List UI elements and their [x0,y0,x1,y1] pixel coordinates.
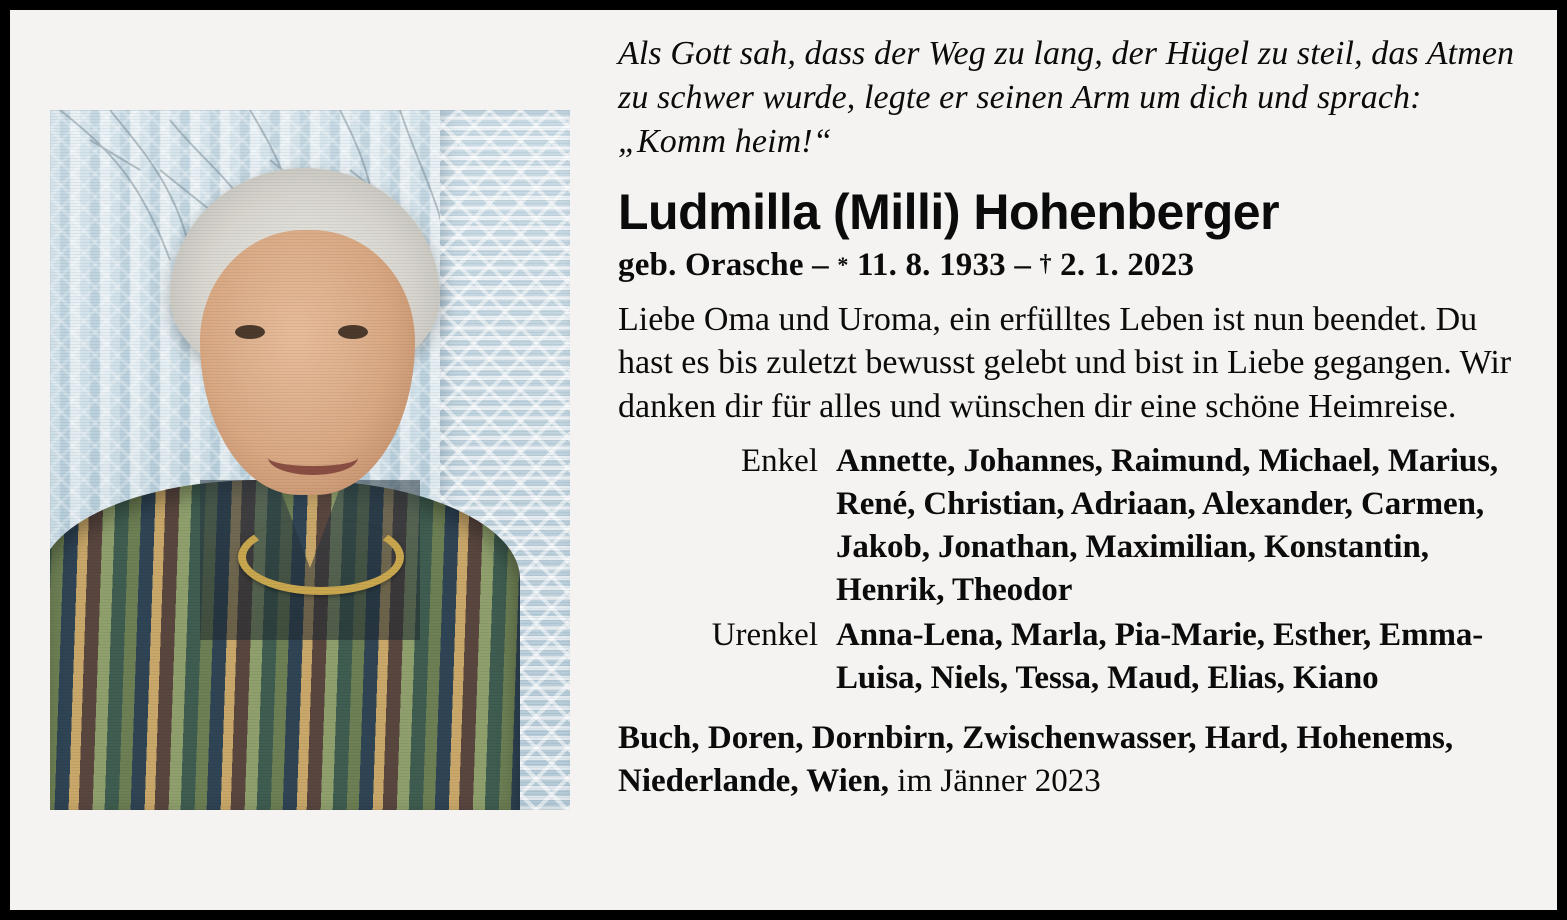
relatives-block [618,440,1523,699]
text-column [610,10,1557,910]
relatives-label: Urenkel [711,616,818,653]
birth-star-icon: * [837,251,849,277]
birth-date: 11. 8. 1933 [856,246,1006,283]
portrait-photo [50,110,570,810]
photo-column [10,10,610,910]
places-date: im Jänner 2023 [889,763,1101,800]
relatives-row [618,440,1523,612]
person-figure [50,110,570,810]
mouth [268,440,358,475]
relatives-names: Annette, Johannes, Raimund, Michael, Marius, René, Christian, Adriaan, Alexander, Carmen, Jakob, Jonathan, Maximilian, Konstantin, Henrik, Theodor [836,443,1499,608]
deceased-name: Ludmilla (Milli) Hohenberger [618,183,1280,240]
death-cross-icon: † [1039,250,1052,277]
relatives-label: Enkel [741,443,818,480]
relatives-names: Anna-Lena, Marla, Pia-Marie, Esther, Emma-Luisa, Niels, Tessa, Maud, Elias, Kiano [836,616,1484,696]
places-line [618,717,1523,803]
necklace [238,519,404,595]
relatives-row [618,614,1523,700]
separator-dash-1: – [812,246,829,283]
separator-dash-2: – [1014,246,1032,283]
dates-line [618,247,1523,284]
maiden-name: geb. Orasche [618,246,804,283]
eye-left [235,325,265,339]
verse-text: Als Gott sah, dass der Weg zu lang, der Hügel zu steil, das Atmen zu schwer wurde, legte er seinen Arm um dich und sprach: „Komm heim!“ [618,35,1515,161]
notice-inner [10,10,1557,910]
death-date: 2. 1. 2023 [1060,246,1195,283]
places-list: Buch, Doren, Dornbirn, Zwischenwasser, Hard, Hohenems, Niederlande, Wien, [618,720,1454,800]
memorial-message: Liebe Oma und Uroma, ein erfülltes Leben ist nun beendet. Du hast es bis zuletzt bewusst gelebt und bist in Liebe gegangen. Wir danken dir für alles und wünschen dir eine schöne Heimreise. [618,300,1512,425]
eye-right [338,325,368,339]
